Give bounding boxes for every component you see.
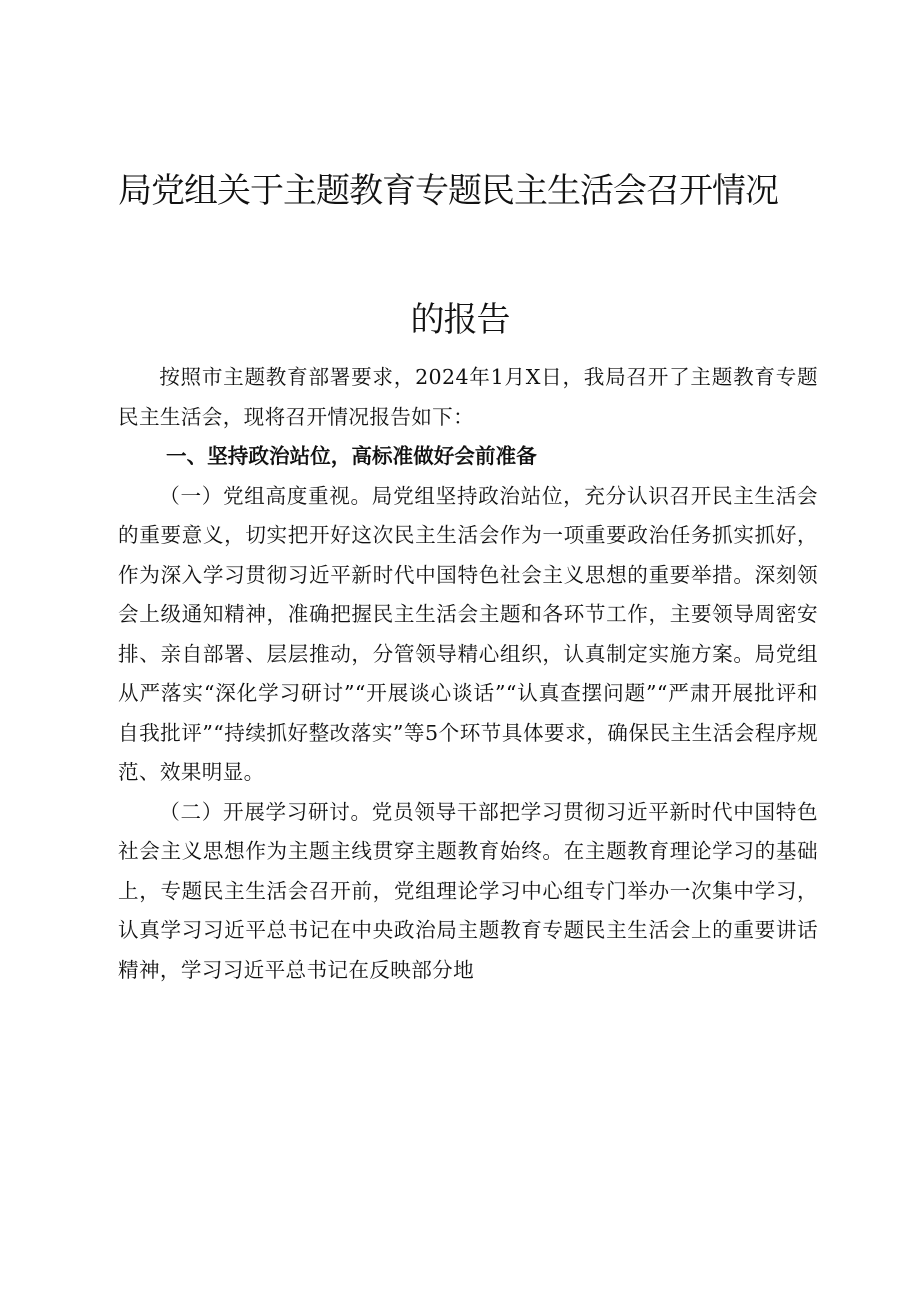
intro-paragraph: 按照市主题教育部署要求，2024年1月X日，我局召开了主题教育专题民主生活会，现将召开情况报告如下： — [118, 365, 818, 429]
paragraph-party-attention: （一）党组高度重视。局党组坚持政治站位，充分认识召开民主生活会的重要意义，切实把开好这次民主生活会作为一项重要政治任务抓实抓好，作为深入学习贯彻习近平新时代中国特色社会主义思想的重要举措。深刻领会上级通知精神，准确把握民主生活会主题和各环节工作，主要领导周密安排、亲自部署、层层推动，分管领导精心组织，认真制定实施方案。局党组从严落实“深化学习研讨”“开展谈心谈话”“认真查摆问题”“严肃开展批评和自我批评”“持续抓好整改落实”等5个环节具体要求，确保民主生活会程序规范、效果明显。 — [118, 483, 818, 784]
document-title-line-1: 局党组关于主题教育专题民主生活会召开情况 — [118, 171, 778, 211]
document-title-line-2: 的报告 — [410, 300, 510, 340]
paragraph-study-discussion: （二）开展学习研讨。党员领导干部把学习贯彻习近平新时代中国特色社会主义思想作为主题主线贯穿主题教育始终。在主题教育理论学习的基础上，专题民主生活会召开前，党组理论学习中心组专门举办一次集中学习，认真学习习近平总书记在中央政治局主题教育专题民主生活会上的重要讲话精神，学习习近平总书记在反映部分地 — [118, 799, 818, 982]
section-1-heading: 一、坚持政治站位，高标准做好会前准备 — [166, 444, 537, 468]
document-body — [118, 358, 818, 990]
